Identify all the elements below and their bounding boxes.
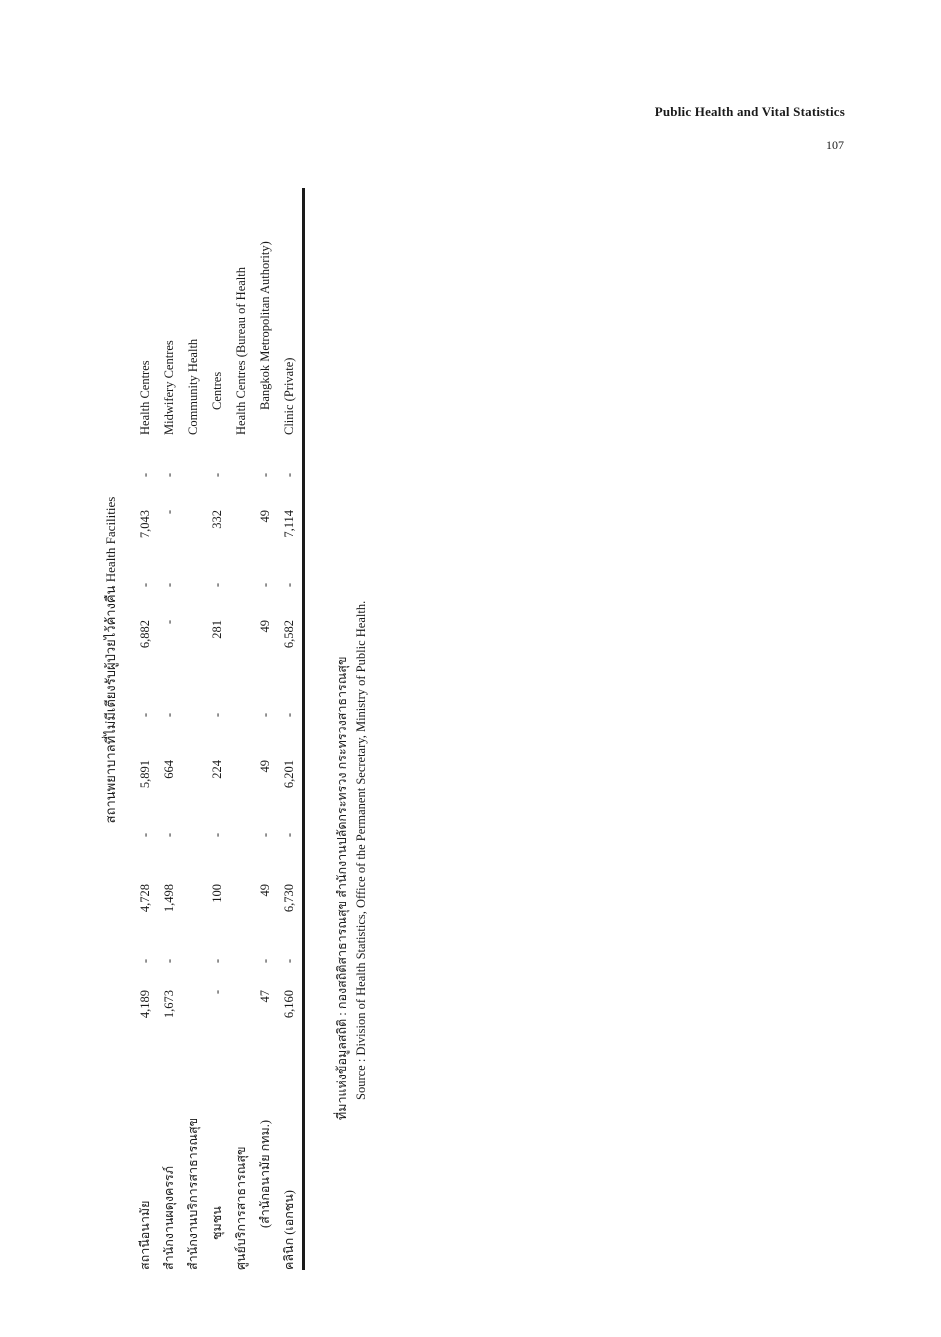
row-thai-label: สำนักงานบริการสาธารณสุข (186, 1117, 200, 1270)
table-cell: 6,882 (138, 620, 152, 649)
table-row (160, 190, 178, 1270)
table-row (256, 190, 274, 1270)
column-separator: - (258, 832, 272, 838)
table-cell: 7,043 (138, 510, 152, 539)
column-separator: - (258, 712, 272, 718)
table-cell: 49 (258, 760, 272, 773)
column-separator: - (138, 958, 152, 964)
table-cell: 7,114 (282, 510, 296, 538)
table-cell: - (162, 620, 176, 625)
table-title: สถานพยาบาลที่ไม่มีเตียงรับผู้ป่วยไว้ค้างคืน Health Facilities (103, 496, 118, 824)
table-cell: 1,673 (162, 990, 176, 1019)
table-cell: 49 (258, 620, 272, 633)
table-cell: 6,160 (282, 990, 296, 1019)
table-cell: - (162, 510, 176, 515)
table-cell: 100 (210, 884, 224, 903)
table-cell: 5,891 (138, 760, 152, 789)
table-row (232, 190, 250, 1270)
row-thai-label: (สำนักอนามัย กทม.) (258, 1119, 272, 1228)
source-note-thai: ที่มาแห่งข้อมูลสถิติ : กองสถิติสาธารณสุข สำนักงานปลัดกระทรวง กระทรวงสาธารณสุข (335, 656, 349, 1120)
row-thai-label: สถานีอนามัย (138, 1200, 152, 1270)
table-cell: 281 (210, 620, 224, 639)
page-number: 107 (826, 138, 844, 152)
column-separator: - (258, 582, 272, 588)
row-english-label: Midwifery Centres (162, 340, 176, 435)
rotated-table-block (100, 190, 380, 1270)
row-english-label: Health Centres (138, 360, 152, 435)
column-separator: - (162, 712, 176, 718)
table-cell: 6,730 (282, 884, 296, 913)
table-cell: 4,189 (138, 990, 152, 1019)
table-row (280, 190, 298, 1270)
table-cell: 6,582 (282, 620, 296, 649)
column-separator: - (162, 582, 176, 588)
row-thai-label: ศูนย์บริการสาธารณสุข (234, 1146, 248, 1270)
column-separator: - (282, 472, 296, 478)
row-english-label: Health Centres (Bureau of Health (234, 267, 248, 435)
column-separator: - (210, 472, 224, 478)
column-separator: - (282, 582, 296, 588)
column-separator: - (210, 958, 224, 964)
table-cell: 1,498 (162, 884, 176, 913)
source-note-english: Source : Division of Health Statistics, Office of the Permanent Secretary, Ministry of Public Health. (354, 600, 368, 1100)
row-thai-label: ชุมชน (210, 1206, 224, 1240)
row-english-label: Centres (210, 371, 224, 410)
row-thai-label: สำนักงานผดุงครรภ์ (162, 1165, 176, 1270)
table-cell: 664 (162, 760, 176, 779)
column-separator: - (162, 832, 176, 838)
row-english-label: Bangkok Metropolitan Authority) (258, 241, 272, 410)
column-separator: - (210, 582, 224, 588)
row-thai-label: คลินิก (เอกชน) (282, 1190, 296, 1270)
running-title: Public Health and Vital Statistics (654, 104, 845, 119)
table-cell: - (210, 990, 224, 995)
row-english-label: Community Health (186, 338, 200, 435)
column-separator: - (210, 832, 224, 838)
column-separator: - (162, 472, 176, 478)
column-separator: - (138, 832, 152, 838)
column-separator: - (210, 712, 224, 718)
column-separator: - (282, 958, 296, 964)
table-bottom-rule (302, 188, 305, 1270)
table-cell: 6,201 (282, 760, 296, 789)
column-separator: - (138, 582, 152, 588)
row-english-label: Clinic (Private) (282, 357, 296, 435)
table-cell: 49 (258, 884, 272, 897)
table-row (136, 190, 154, 1270)
column-separator: - (138, 712, 152, 718)
table-row (208, 190, 226, 1270)
column-separator: - (258, 472, 272, 478)
table-cell: 49 (258, 510, 272, 523)
table-cell: 224 (210, 760, 224, 779)
column-separator: - (282, 712, 296, 718)
column-separator: - (162, 958, 176, 964)
table-row (184, 190, 202, 1270)
column-separator: - (258, 958, 272, 964)
table-cell: 47 (258, 990, 272, 1003)
table-cell: 4,728 (138, 884, 152, 913)
column-separator: - (138, 472, 152, 478)
table-cell: 332 (210, 510, 224, 529)
column-separator: - (282, 832, 296, 838)
